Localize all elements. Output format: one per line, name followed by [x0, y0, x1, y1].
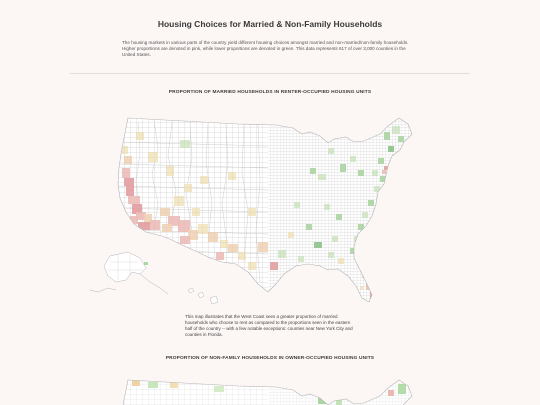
county-fill [358, 262, 364, 268]
county-fill [356, 254, 362, 258]
map2-heading: PROPORTION OF NON-FAMILY HOUSEHOLDS IN OWNER-OCCUPIED HOUSING UNITS [165, 356, 375, 361]
intro-paragraph: The housing markets in various parts of the country yield different housing choices amongst married and non-married/non-family households. Higher proportions are denoted in pink, while lower proportions are denoted in green. This data represents 617 of over 3,000 counties in the United States. [122, 40, 409, 58]
map1-heading: PROPORTION OF MARRIED HOUSEHOLDS IN RENTER-OCCUPIED HOUSING UNITS [168, 90, 372, 95]
page-title: Housing Choices for Married & Non-Family Households [157, 19, 383, 29]
map1-caption: This map illustrates that the West Coast sees a greater proportion of married households who choose to rent as compared to the proportions seen in the eastern half of the country -- with a few notable exceptions: counties near New York City and counties in Florida. [185, 314, 353, 337]
divider [70, 73, 470, 74]
us-county-map-2 [88, 374, 428, 405]
us-county-map [88, 112, 428, 308]
map-married-renter [88, 112, 428, 308]
alaska [90, 252, 168, 294]
hawaii [188, 288, 218, 304]
map-nonfamily-owner [88, 374, 428, 405]
